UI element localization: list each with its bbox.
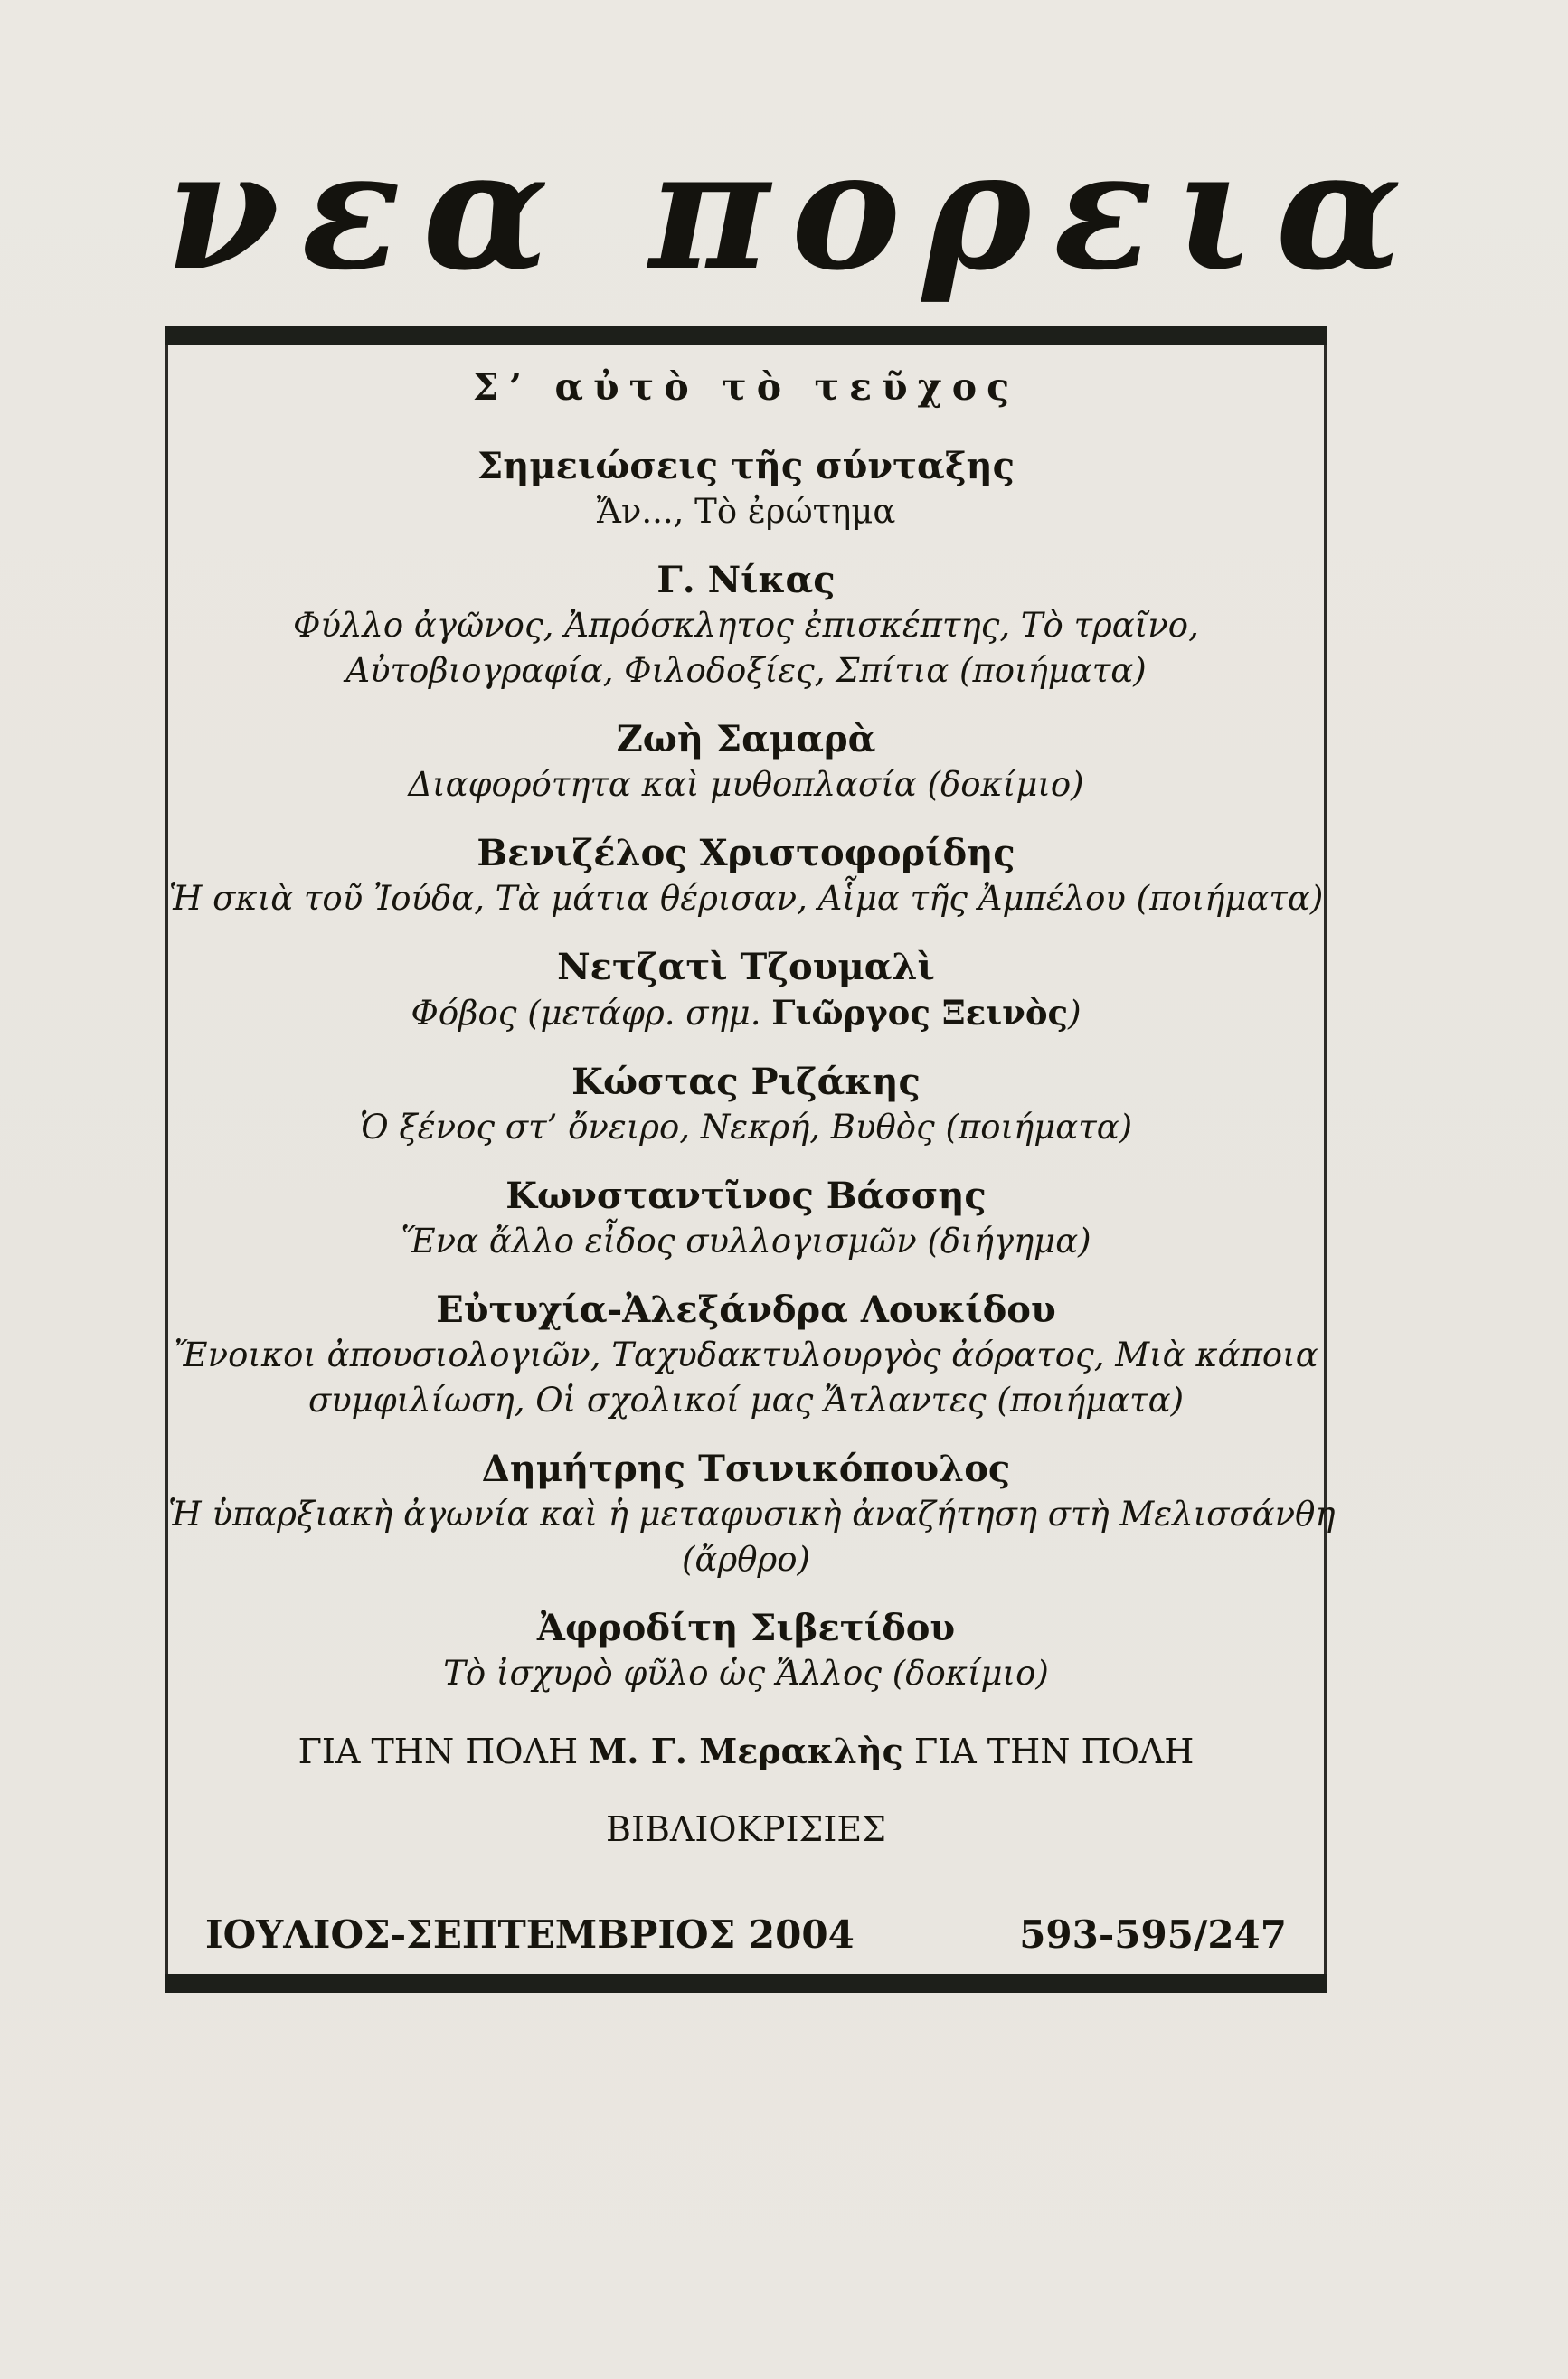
toc-author-name: Εὐτυχία-Ἀλεξάνδρα Λουκίδου bbox=[436, 1289, 1056, 1332]
toc-work-line bbox=[168, 1333, 1324, 1378]
toc-author-name: Κώστας Ριζάκης bbox=[571, 1061, 921, 1104]
toc-work-line bbox=[168, 762, 1324, 807]
toc-text-run: Αὐτοβιογραφία, Φιλοδοξίες, Σπίτια (ποιήματα) bbox=[345, 651, 1147, 691]
toc-section bbox=[168, 717, 1324, 807]
toc-work-line bbox=[168, 648, 1324, 694]
toc-work-line bbox=[168, 1378, 1324, 1423]
toc-author-name: Βενιζέλος Χριστοφορίδης bbox=[477, 832, 1015, 875]
toc-section bbox=[168, 1447, 1336, 1582]
toc-section bbox=[168, 1060, 1324, 1150]
toc-text-run: (ἄρθρο) bbox=[682, 1540, 810, 1580]
toc-author-name: Ζωὴ Σαμαρὰ bbox=[616, 718, 876, 761]
toc-text-run: Φύλλο ἀγῶνος, Ἀπρόσκλητος ἐπισκέπτης, Τὸ τραῖνο, bbox=[293, 606, 1199, 646]
toc-author-name: Σημειώσεις τῆς σύνταξης bbox=[477, 445, 1015, 488]
toc-text-run: ΓΙΑ ΤΗΝ ΠΟΛΗ bbox=[298, 1732, 590, 1772]
toc-text-run: Διαφορότητα καὶ μυθοπλασία (δοκίμιο) bbox=[408, 765, 1084, 805]
contents-panel bbox=[165, 345, 1336, 1974]
issue-number: 593-595/247 bbox=[1019, 1912, 1287, 1958]
toc-text-run: Μ. Γ. Μερακλὴς bbox=[589, 1731, 903, 1772]
toc-header: Σ’ αὐτὸ τὸ τεῦχος bbox=[472, 365, 1020, 410]
toc-author-name: Νετζατὶ Τζουμαλὶ bbox=[557, 946, 935, 989]
toc-author-name: Κωνσταντῖνος Βάσσης bbox=[505, 1175, 987, 1218]
toc-section bbox=[168, 444, 1324, 534]
toc-work-line bbox=[168, 1807, 1324, 1852]
toc-text-run: Φόβος (μετάφρ. σημ. bbox=[411, 994, 772, 1034]
toc-work-line bbox=[168, 1729, 1324, 1774]
toc-section bbox=[168, 831, 1324, 921]
toc-text-run: Ἄν..., Τὸ ἐρώτημα bbox=[596, 492, 896, 532]
toc-text-run: ΓΙΑ ΤΗΝ ΠΟΛΗ bbox=[902, 1732, 1195, 1772]
toc-author-name: Ἀφροδίτη Σιβετίδου bbox=[536, 1607, 956, 1650]
toc-section bbox=[168, 558, 1324, 694]
toc-author-name: Γ. Νίκας bbox=[656, 559, 836, 602]
toc-work-line bbox=[168, 876, 1324, 921]
contents-frame bbox=[165, 326, 1336, 1993]
masthead-title: νεα πορεια bbox=[165, 113, 1424, 307]
toc-text-run: Ἡ ὑπαρξιακὴ ἀγωνία καὶ ἡ μεταφυσικὴ ἀναζήτηση στὴ Μελισσάνθη bbox=[168, 1495, 1336, 1534]
toc-text-run: Ἔνοικοι ἀπουσιολογιῶν, Ταχυδακτυλουργὸς ἀόρατος, Μιὰ κάποια bbox=[174, 1336, 1318, 1375]
toc-section bbox=[168, 1729, 1324, 1774]
top-rule-bar bbox=[165, 326, 1327, 345]
toc-section bbox=[168, 1174, 1324, 1264]
toc-section bbox=[168, 1807, 1324, 1852]
toc-text-run: συμφιλίωση, Οἱ σχολικοί μας Ἄτλαντες (ποιήματα) bbox=[307, 1381, 1185, 1421]
toc-work-line bbox=[168, 603, 1324, 648]
toc-section bbox=[168, 1288, 1324, 1423]
toc-work-line bbox=[168, 1105, 1324, 1150]
toc-work-line bbox=[168, 1219, 1324, 1264]
toc-work-line bbox=[168, 990, 1324, 1036]
toc-text-run: Ἕνα ἄλλο εἶδος συλλογισμῶν (διήγημα) bbox=[401, 1222, 1091, 1261]
toc-work-line bbox=[168, 1537, 1324, 1582]
toc-text-run: Ὁ ξένος στ’ ὄνειρο, Νεκρή, Βυθὸς (ποιήματα) bbox=[359, 1108, 1133, 1147]
toc-section bbox=[168, 1606, 1324, 1696]
issue-period: ΙΟΥΛΙΟΣ-ΣΕΠΤΕΜΒΡΙΟΣ 2004 bbox=[205, 1912, 855, 1958]
toc-work-line bbox=[168, 1492, 1336, 1537]
toc-text-run: Γιῶργος Ξεινὸς bbox=[771, 993, 1069, 1034]
toc-text-run: ) bbox=[1068, 994, 1082, 1034]
toc-text-run: ΒΙΒΛΙΟΚΡΙΣΙΕΣ bbox=[606, 1809, 886, 1850]
toc-work-line bbox=[168, 1651, 1324, 1696]
toc-section bbox=[168, 945, 1324, 1036]
toc-text-run: Ἡ σκιὰ τοῦ Ἰούδα, Τὰ μάτια θέρισαν, Αἷμα τῆς Ἀμπέλου (ποιήματα) bbox=[168, 879, 1324, 919]
toc-sections bbox=[168, 420, 1336, 1852]
toc-work-line bbox=[168, 489, 1324, 534]
toc-text-run: Τὸ ἰσχυρὸ φῦλο ὡς Ἄλλος (δοκίμιο) bbox=[443, 1654, 1049, 1694]
issue-footer-row bbox=[205, 1912, 1287, 1958]
toc-author-name: Δημήτρης Τσινικόπουλος bbox=[481, 1448, 1011, 1491]
bottom-rule-bar bbox=[165, 1974, 1327, 1993]
